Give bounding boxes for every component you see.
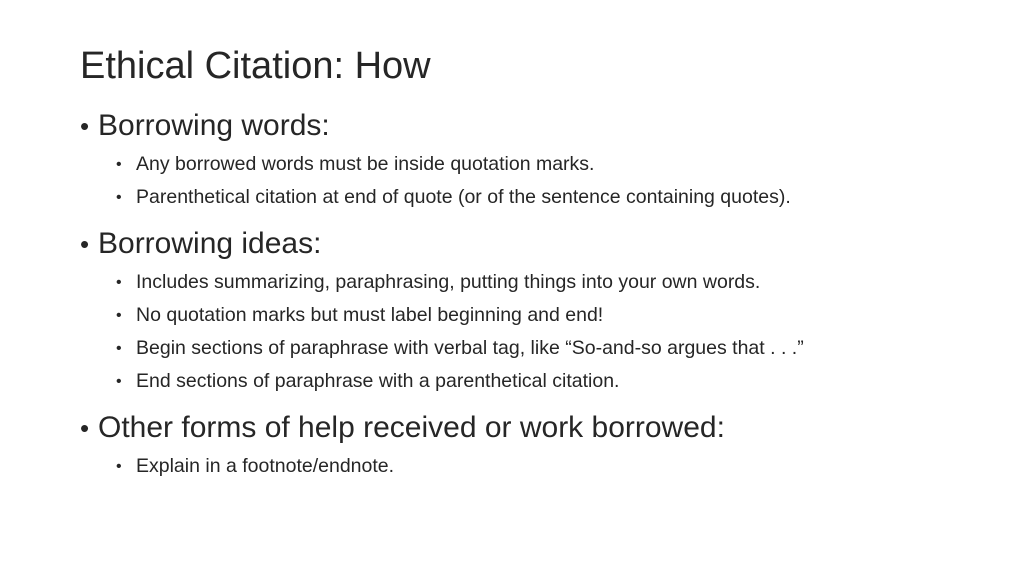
bullet-icon: • bbox=[116, 274, 122, 291]
bullet-icon: • bbox=[116, 373, 122, 390]
section-heading-text: Other forms of help received or work borrowed: bbox=[98, 411, 725, 444]
list-item-text: Includes summarizing, paraphrasing, putting things into your own words. bbox=[136, 271, 761, 293]
bullet-icon: • bbox=[80, 111, 90, 141]
bullet-icon: • bbox=[116, 458, 122, 475]
section-heading-text: Borrowing words: bbox=[98, 109, 330, 142]
bullet-icon: • bbox=[80, 413, 90, 443]
section-heading-other-forms bbox=[80, 406, 980, 450]
list-item bbox=[80, 365, 980, 398]
bullet-icon: • bbox=[116, 307, 122, 324]
section-heading-borrowing-ideas bbox=[80, 222, 980, 266]
bullet-icon: • bbox=[80, 229, 90, 259]
list-item-text: Parenthetical citation at end of quote (or of the sentence containing quotes). bbox=[136, 186, 791, 208]
list-item-text: Begin sections of paraphrase with verbal tag, like “So-and-so argues that . . .” bbox=[136, 337, 804, 359]
section-heading-borrowing-words bbox=[80, 104, 980, 148]
slide-content bbox=[80, 104, 980, 483]
bullet-icon: • bbox=[116, 340, 122, 357]
slide-title: Ethical Citation: How bbox=[80, 45, 431, 87]
bullet-icon: • bbox=[116, 156, 122, 173]
list-item bbox=[80, 266, 980, 299]
section-heading-text: Borrowing ideas: bbox=[98, 227, 322, 260]
list-item bbox=[80, 450, 980, 483]
bullet-icon: • bbox=[116, 189, 122, 206]
list-item-text: Explain in a footnote/endnote. bbox=[136, 455, 395, 477]
list-item bbox=[80, 181, 980, 214]
list-item bbox=[80, 332, 980, 365]
list-item-text: Any borrowed words must be inside quotation marks. bbox=[136, 153, 595, 175]
list-item bbox=[80, 148, 980, 181]
list-item bbox=[80, 299, 980, 332]
list-item-text: End sections of paraphrase with a parenthetical citation. bbox=[136, 370, 620, 392]
list-item-text: No quotation marks but must label beginning and end! bbox=[136, 304, 604, 326]
